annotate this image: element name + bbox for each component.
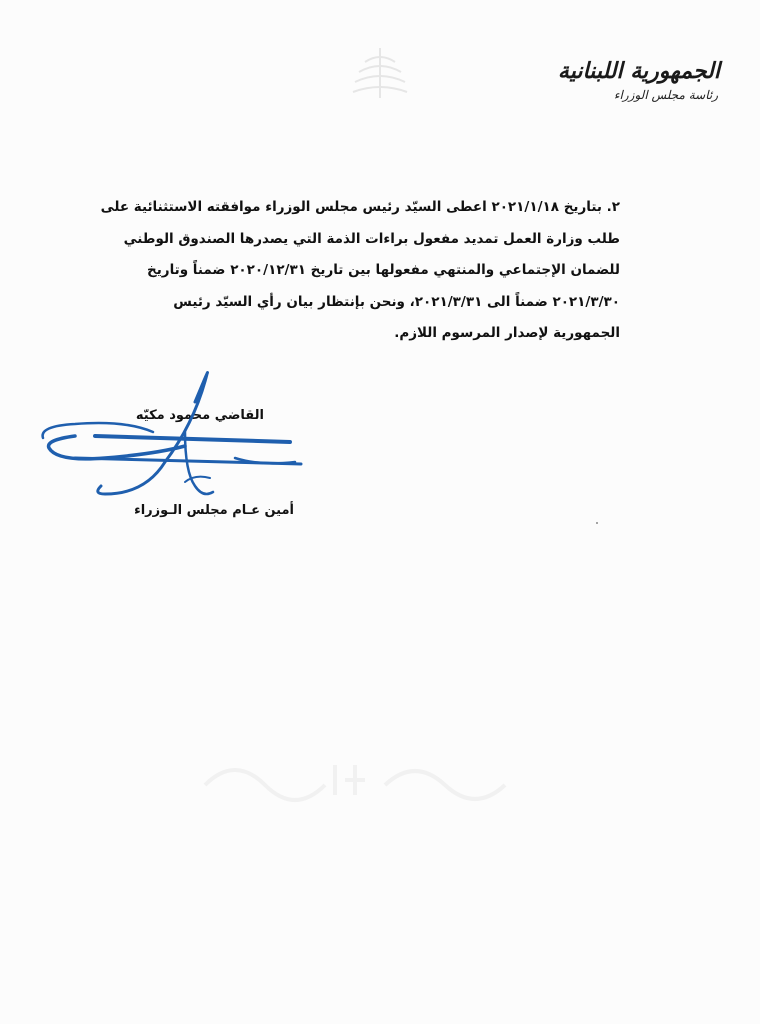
letterhead-republic: الجمهورية اللبنانية xyxy=(557,58,720,84)
body-line-5: الجمهورية لإصدار المرسوم اللازم. xyxy=(394,325,620,341)
cedar-emblem-watermark-icon xyxy=(345,42,415,104)
letter-body xyxy=(100,192,620,350)
body-line-2: طلب وزارة العمل تمديد مفعول براءات الذمة التي يصدرها الصندوق الوطني xyxy=(123,230,620,247)
paper-watermark-icon xyxy=(195,745,515,805)
letterhead-presidency: رئاسة مجلس الوزراء xyxy=(613,88,718,102)
body-line-3: للضمان الإجتماعي والمنتهي مفعولها بين تاريخ ٢٠٢٠/١٢/٣١ ضمناً وتاريخ xyxy=(147,262,620,278)
signatory-title: أمين عـام مجلس الـوزراء xyxy=(134,503,294,518)
paper-speck xyxy=(596,522,598,524)
body-line-1: ٢. بتاريخ ٢٠٢١/١/١٨ اعطى السيّد رئيس مجلس الوزراء موافقته الاستثنائية على xyxy=(100,199,620,215)
body-line-4: ٢٠٢١/٣/٣٠ ضمناً الى ٢٠٢١/٣/٣١، ونحن بإنتظار بيان رأي السيّد رئيس xyxy=(173,293,620,310)
handwritten-signature-icon xyxy=(35,362,315,510)
signatory-name: القاضي محمود مكيّه xyxy=(135,408,264,423)
letterhead xyxy=(520,56,720,104)
